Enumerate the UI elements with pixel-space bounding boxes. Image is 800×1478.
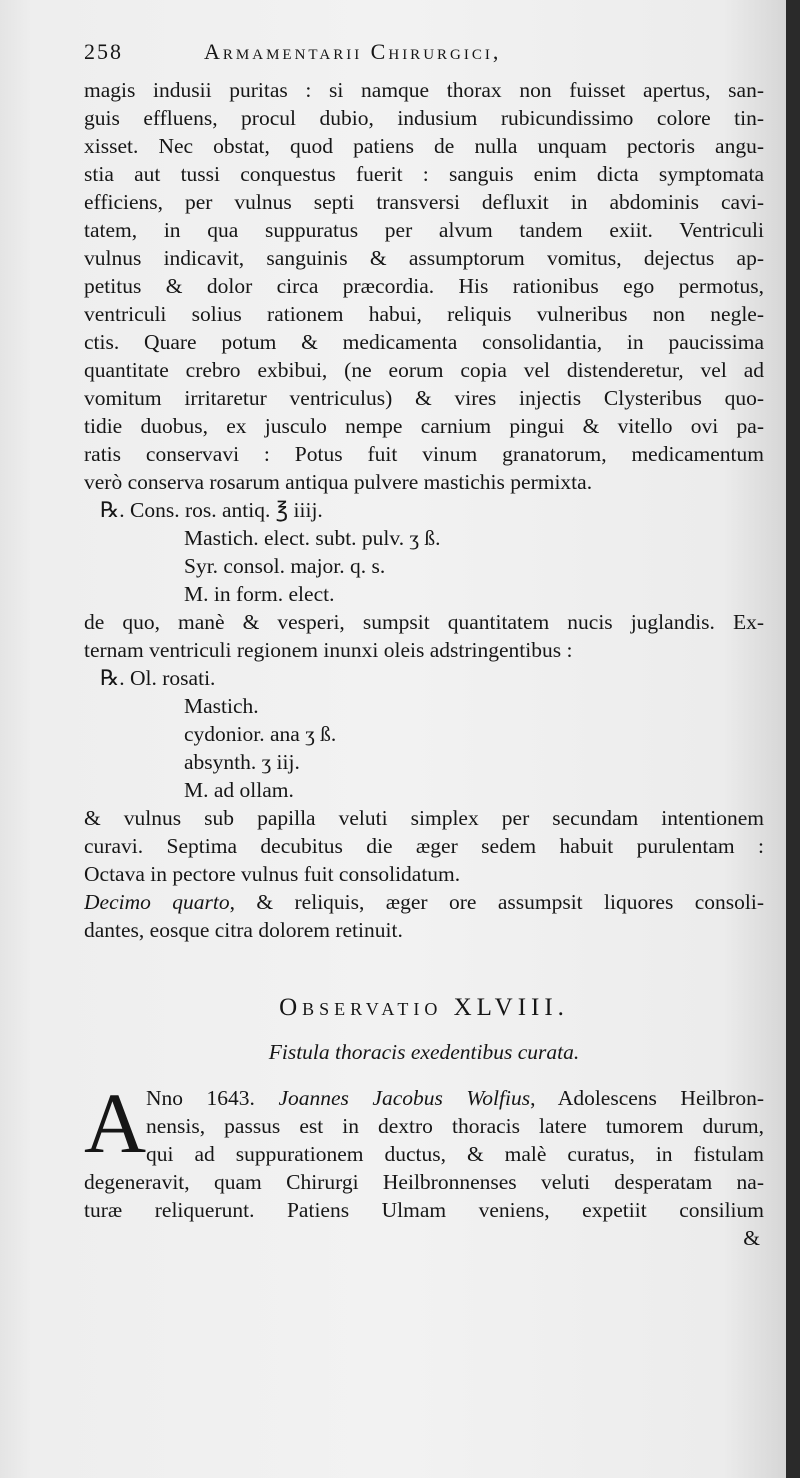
recipe-line: cydonior. ana ʒ ß.: [184, 722, 337, 746]
paragraph-1: [84, 76, 764, 496]
text-line: quantitate crebro exbibui, (ne eorum copia vel distenderetur, vel ad: [84, 358, 764, 382]
paragraph-1c: [84, 804, 764, 888]
text-line: ternam ventriculi regionem inunxi oleis adstringentibus :: [84, 638, 573, 662]
text-line: curavi. Septima decubitus die æger sedem habuit purulentam :: [84, 834, 764, 858]
recipe-line: M. ad ollam.: [184, 778, 294, 802]
observatio-subheading: Fistula thoracis exedentibus curata.: [268, 1040, 580, 1064]
recipe-line: Mastich.: [184, 694, 259, 718]
text-line: magis indusii puritas : si namque thorax non fuisset apertus, san-: [84, 78, 764, 102]
text-block: [84, 38, 764, 1252]
text-line: tatem, in qua suppuratus per alvum tandem exiit. Ventriculi: [84, 218, 764, 242]
text-line: degeneravit, quam Chirurgi Heilbronnenses veluti desperatam na-: [84, 1170, 764, 1194]
text-line: turæ reliquerunt. Patiens Ulmam veniens, expetiit consilium: [84, 1198, 764, 1222]
page-header: [84, 38, 764, 72]
italic-lead: Decimo quarto: [84, 890, 230, 914]
paragraph-2: [84, 888, 764, 944]
text-line: de quo, manè & vesperi, sumpsit quantitatem nucis juglandis. Ex-: [84, 610, 764, 634]
text-line: ctis. Quare potum & medicamenta consolidantia, in paucissima: [84, 330, 764, 354]
text-line: ratis conservavi : Potus fuit vinum granatorum, medicamentum: [84, 442, 764, 466]
text-line: stia aut tussi conquestus fuerit : sanguis enim dicta symptomata: [84, 162, 764, 186]
text-line: Octava in pectore vulnus fuit consolidatum.: [84, 862, 461, 886]
paragraph-3: [84, 1075, 764, 1252]
text-span: Nno 1643.: [146, 1086, 279, 1110]
text-line: [84, 888, 764, 916]
page-number: 258: [84, 39, 123, 64]
text-line: xisset. Nec obstat, quod patiens de nulla unquam pectoris angu-: [84, 134, 764, 158]
text-line: nensis, passus est in dextro thoracis latere tumorem durum,: [146, 1114, 764, 1138]
running-head: Armamentarii Chirurgici,: [204, 39, 502, 64]
text-line: verò conserva rosarum antiqua pulvere mastichis permixta.: [84, 470, 593, 494]
text-line: vomitum irritaretur ventriculus) & vires injectis Clysteribus quo-: [84, 386, 764, 410]
text-line: & vulnus sub papilla veluti simplex per secundam intentionem: [84, 806, 764, 830]
paragraph-1b: [84, 608, 764, 664]
recipe-line: Mastich. elect. subt. pulv. ʒ ß.: [184, 526, 441, 550]
text-line: efficiens, per vulnus septi transversi defluxit in abdominis cavi-: [84, 190, 764, 214]
recipe-line: Syr. consol. major. q. s.: [184, 554, 386, 578]
text-line: qui ad suppurationem ductus, & malè curatus, in fistulam: [146, 1142, 764, 1166]
text-line: guis effluens, procul dubio, indusium rubicundissimo colore tin-: [84, 106, 764, 130]
text-span: , Adolescens Heilbron-: [530, 1086, 764, 1110]
recipe-1: [84, 496, 764, 608]
recipe-line: ℞. Ol. rosati.: [100, 666, 216, 690]
text-span: , & reliquis, æger ore assumpsit liquores consoli-: [229, 890, 764, 914]
recipe-line: M. in form. elect.: [184, 582, 335, 606]
text-line: vulnus indicavit, sanguinis & assumptorum vomitus, dejectus ap-: [84, 246, 764, 270]
catchword: &: [743, 1226, 760, 1250]
text-line: dantes, eosque citra dolorem retinuit.: [84, 918, 403, 942]
recipe-2: [84, 664, 764, 804]
recipe-line: absynth. ʒ iij.: [184, 750, 300, 774]
recipe-line: ℞. Cons. ros. antiq. ℥ iiij.: [100, 498, 323, 522]
text-line: petitus & dolor circa præcordia. His rationibus ego permotus,: [84, 274, 764, 298]
observatio-heading: Observatio XLVIII.: [279, 994, 569, 1021]
text-line: ventriculi solius rationem habui, reliquis vulneribus non negle-: [84, 302, 764, 326]
drop-cap: A: [84, 1075, 147, 1171]
person-name: Joannes Jacobus Wolfius: [278, 1086, 531, 1110]
page-edge-shadow: [786, 0, 800, 1478]
text-line: tidie duobus, ex jusculo nempe carnium pingui & vitello ovi pa-: [84, 414, 764, 438]
text-line: [84, 1084, 764, 1112]
